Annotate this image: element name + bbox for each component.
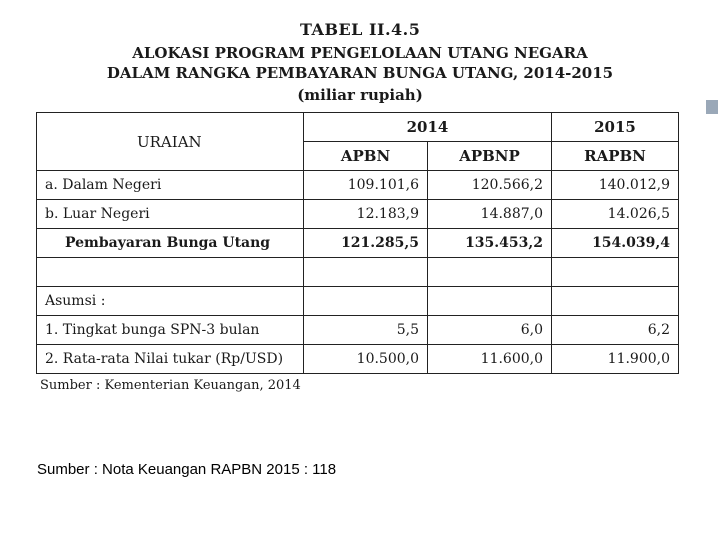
header-apbn: APBN [304,142,428,171]
header-rapbn: RAPBN [552,142,679,171]
table-row [37,345,679,374]
total-rapbn: 154.039,4 [552,229,679,258]
cell-apbnp: 14.887,0 [428,200,552,229]
cell-apbnp: 120.566,2 [428,171,552,200]
slide-source: Sumber : Nota Keuangan RAPBN 2015 : 118 [37,461,337,478]
cell-apbnp: 6,0 [428,316,552,345]
asumsi-label: Asumsi : [37,287,304,316]
cell-rapbn: 6,2 [552,316,679,345]
cell-apbn: 10.500,0 [304,345,428,374]
slide-marker [706,100,718,114]
row-label: a. Dalam Negeri [37,171,304,200]
table-number: TABEL II.4.5 [300,20,421,39]
table-title-line-2: DALAM RANGKA PEMBAYARAN BUNGA UTANG, 2014-2015 [106,64,614,82]
cell-rapbn: 11.900,0 [552,345,679,374]
asumsi-header-row [37,287,679,316]
row-label: 1. Tingkat bunga SPN-3 bulan [37,316,304,345]
total-apbnp: 135.453,2 [428,229,552,258]
cell-rapbn: 140.012,9 [552,171,679,200]
table-row [37,316,679,345]
cell-rapbn: 14.026,5 [552,200,679,229]
table-unit: (miliar rupiah) [297,86,423,104]
row-label: 2. Rata-rata Nilai tukar (Rp/USD) [37,345,304,374]
header-year-2015: 2015 [552,113,679,142]
header-row-years [37,113,679,142]
cell-apbnp: 11.600,0 [428,345,552,374]
header-apbnp: APBNP [428,142,552,171]
blank-row [37,258,679,287]
table-row [37,200,679,229]
table-source: Sumber : Kementerian Keuangan, 2014 [40,378,301,393]
total-apbn: 121.285,5 [304,229,428,258]
total-label: Pembayaran Bunga Utang [37,229,304,258]
header-year-2014: 2014 [304,113,552,142]
cell-apbn: 12.183,9 [304,200,428,229]
row-label: b. Luar Negeri [37,200,304,229]
cell-apbn: 109.101,6 [304,171,428,200]
total-row [37,229,679,258]
allocation-table [36,112,678,376]
table-title-line-1: ALOKASI PROGRAM PENGELOLAAN UTANG NEGARA [132,44,588,62]
table-row [37,171,679,200]
header-uraian: URAIAN [37,113,304,171]
cell-apbn: 5,5 [304,316,428,345]
